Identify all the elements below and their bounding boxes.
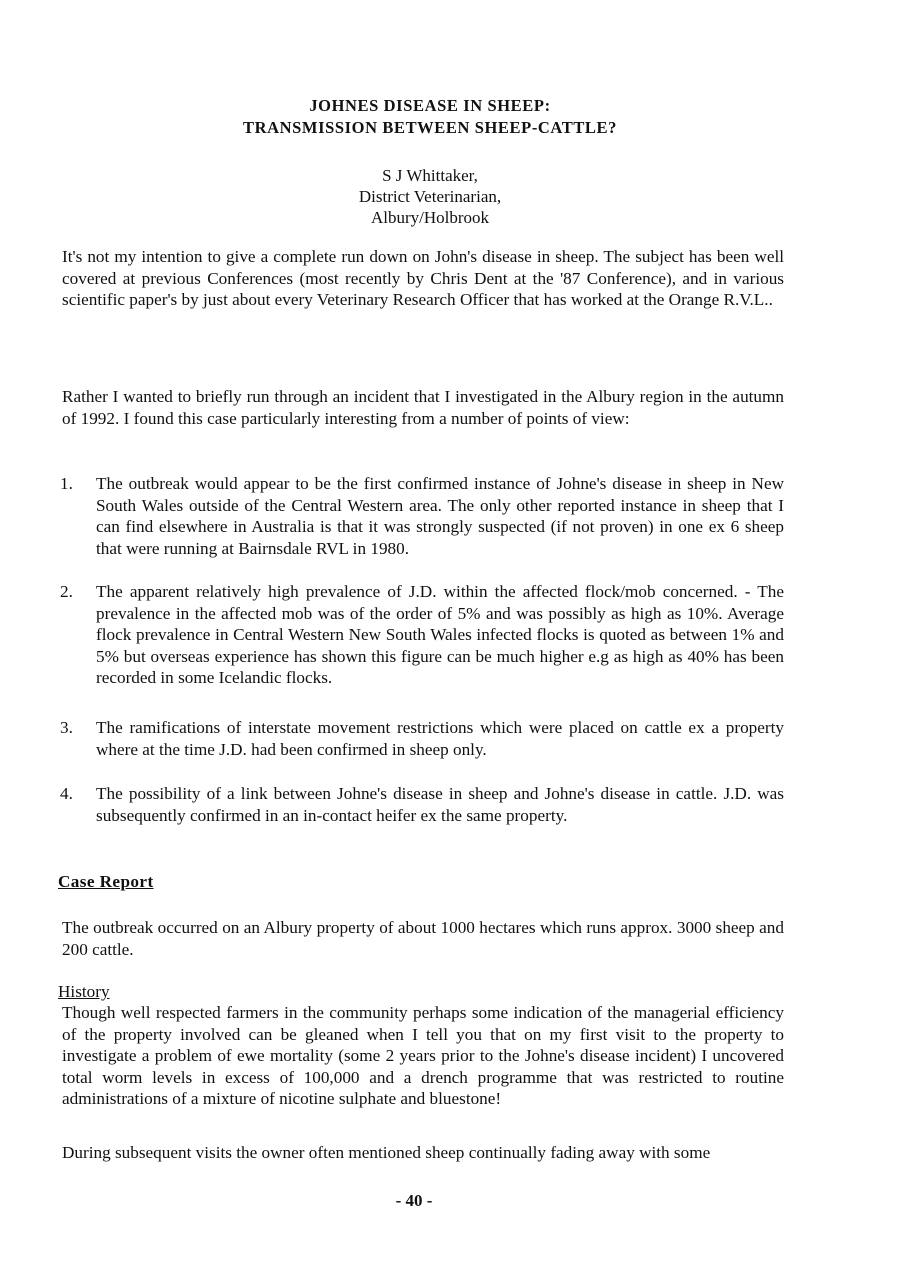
document-title <box>0 95 860 139</box>
page-number: - 40 - <box>395 1191 433 1210</box>
point-2-number: 2. <box>60 582 73 601</box>
point-3-number: 3. <box>60 718 73 737</box>
point-4-text: The possibility of a link between Johne's disease in sheep and Johne's disease in cattle. J.D. was subsequently confirmed in an in-contact heifer ex the same property. <box>96 784 784 825</box>
point-4-number: 4. <box>60 784 73 803</box>
intro-paragraph-2: Rather I wanted to briefly run through an incident that I investigated in the Albury region in the autumn of 1992. I found this case particularly interesting from a number of points of view: <box>62 387 784 428</box>
history-text: Though well respected farmers in the community perhaps some indication of the managerial efficiency of the property involved can be gleaned when I tell you that on my first visit to the property to investigate a problem of ewe mortality (some 2 years prior to the Johne's disease incident) I uncovered total worm levels in excess of 100,000 and a drench programme that was restricted to routine administrations of a mixture of nicotine sulphate and bluestone! <box>62 1003 784 1108</box>
intro-paragraph-1: It's not my intention to give a complete run down on John's disease in sheep. The subject has been well covered at previous Conferences (most recently by Chris Dent at the '87 Conference), and in various scientific paper's by just about every Veterinary Research Officer that has worked at the Orange R.V.L.. <box>62 247 784 309</box>
point-3-text: The ramifications of interstate movement restrictions which were placed on cattle ex a property where at the time J.D. had been confirmed in sheep only. <box>96 718 784 759</box>
point-1-text: The outbreak would appear to be the first confirmed instance of Johne's disease in sheep in New South Wales outside of the Central Western area. The only other reported instance in sheep that I can find elsewhere in Australia is that it was strongly suspected (if not proven) in one ex 6 sheep that were running at Bairnsdale RVL in 1980. <box>96 474 784 558</box>
point-2-text: The apparent relatively high prevalence of J.D. within the affected flock/mob concerned. - The prevalence in the affected mob was of the order of 5% and was possibly as high as 10%. Average flock prevalence in Central Western New South Wales infected flocks is quoted as between 1% and 5% but overseas experience has shown this figure can be much higher e.g as high as 40% has been recorded in some Icelandic flocks. <box>96 582 784 687</box>
point-1-number: 1. <box>60 474 73 493</box>
case-report-text: The outbreak occurred on an Albury property of about 1000 hectares which runs approx. 3000 sheep and 200 cattle. <box>62 918 784 959</box>
author-position: District Veterinarian, <box>358 187 502 206</box>
author-name: S J Whittaker, <box>382 166 478 185</box>
author-location: Albury/Holbrook <box>370 208 490 227</box>
history-heading: History <box>58 982 110 1001</box>
title-line-2: TRANSMISSION BETWEEN SHEEP-CATTLE? <box>242 118 617 137</box>
author-block <box>0 165 860 228</box>
history-continuation: During subsequent visits the owner often mentioned sheep continually fading away with some <box>62 1143 711 1162</box>
title-line-1: JOHNES DISEASE IN SHEEP: <box>309 96 551 115</box>
case-report-heading: Case Report <box>58 872 154 891</box>
